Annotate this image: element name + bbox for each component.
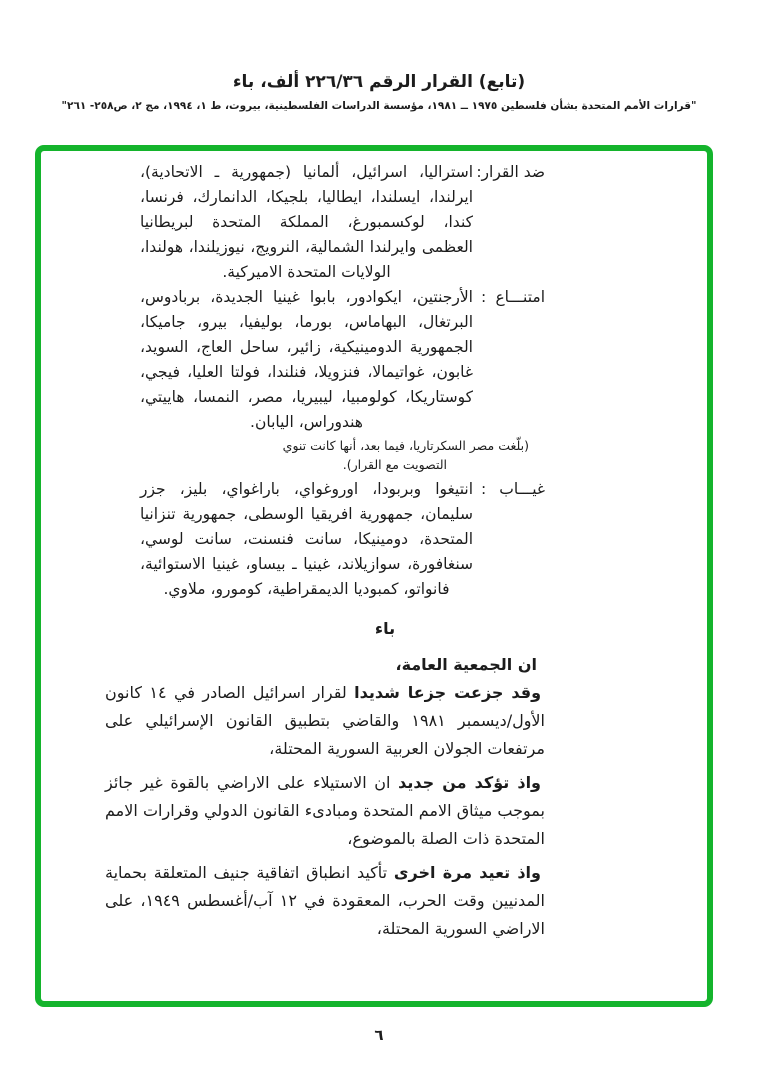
section-b-heading: باء (374, 619, 396, 638)
vote-label-against-colon: : (476, 163, 482, 181)
resolution-opening: ان الجمعية العامة، (395, 655, 537, 674)
vote-label-against-text: ضد القرار (481, 163, 545, 181)
page-body (105, 160, 545, 949)
vote-label-absent-text: غيـــاب (499, 480, 545, 498)
preambular-paragraph-2 (105, 769, 545, 853)
vote-abstain-countries: الأرجنتين، ايكوادور، بابوا غينيا الجديدة، بربادوس، البرتغال، البهاماس، بورما، بوليفيا، بيرو، جاميكا، الجمهورية الدومينيكية، زائير، ساحل العاج، السويد، غابون، غواتيمالا، فنزويلا، فنلندا، فولتا العليا، فيجي، كوستاريكا، كولومبيا، ليبيريا، مصر، النمسا، هاييتي، هندوراس، اليابان. (140, 288, 473, 431)
preambular-paragraph-3-lead: واذ تعيد مرة اخرى (393, 863, 541, 882)
document-title: (تابع) القرار الرقم ٢٢٦/٣٦ ألف، باء (232, 72, 526, 92)
document-header (0, 72, 758, 112)
preambular-paragraph-2-lead: واذ تؤكد من جديد (398, 773, 542, 792)
vote-label-absent (481, 477, 545, 502)
vote-section-abstain (105, 285, 545, 435)
preambular-paragraph-1-lead: وقد جزعت جزعا شديدا (354, 683, 542, 702)
egypt-secretariat-note-line1: (بلّغت مصر السكرتاريا، فيما بعد، أنها كانت تنوي (282, 438, 529, 453)
vote-label-abstain (481, 285, 545, 310)
page-number: ٦ (374, 1026, 384, 1044)
vote-section-against (105, 160, 545, 285)
vote-label-absent-colon: : (481, 480, 487, 498)
egypt-secretariat-note (105, 436, 529, 474)
preambular-paragraph-1-text: لقرار اسرائيل الصادر في ١٤ كانون الأول/ديسمبر ١٩٨١ والقاضي بتطبيق القانون الإسرائيلي على مرتفعات الجولان العربية السورية المحتلة، (105, 683, 546, 758)
vote-label-against (476, 160, 545, 185)
vote-label-abstain-colon: : (481, 288, 487, 306)
vote-label-abstain-text: امتنـــاع (495, 288, 545, 306)
vote-absent-countries: انتيغوا وبربودا، اوروغواي، باراغواي، بليز، جزر سليمان، جمهورية افريقيا الوسطى، جمهورية تنزانيا المتحدة، دومينيكا، سانت فنسنت، سانت لوسي، سنغافورة، سوازيلاند، غينيا ـ بيساو، غينيا الاستوائية، فانواتو، كمبوديا الديمقراطية، كومورو، ملاوي. (140, 480, 473, 598)
vote-against-countries: استراليا، اسرائيل، ألمانيا (جمهورية ـ الاتحادية)، ايرلندا، ايسلندا، ايطاليا، بلجيكا، الدانمارك، فرنسا، كندا، لوكسمبورغ، المملكة المتحدة لبريطانيا العظمى وايرلندا الشمالية، النرويج، نيوزيلندا، هولندا، الولايات المتحدة الاميركية. (140, 163, 473, 281)
preambular-paragraph-1 (105, 679, 545, 763)
preambular-paragraph-3-text: تأكيد انطباق اتفاقية جنيف المتعلقة بحماية المدنيين وقت الحرب، المعقودة في ١٢ آب/أغسطس ١٩٤٩، على الاراضي السورية المحتلة، (105, 863, 545, 938)
preambular-paragraph-3 (105, 859, 545, 943)
resolution-text (105, 651, 545, 943)
egypt-secretariat-note-line2: التصويت مع القرار). (342, 457, 447, 472)
document-source-citation: "قرارات الأمم المتحدة بشأن فلسطين ١٩٧٥ ــ ١٩٨١، مؤسسة الدراسات الفلسطينية، بيروت، ط ١، ١٩٩٤، مج ٢، ص٢٥٨- ٢٦١" (61, 100, 697, 112)
vote-section-absent (105, 477, 545, 602)
preambular-paragraph-2-text: ان الاستيلاء على الاراضي بالقوة غير جائز بموجب ميثاق الامم المتحدة ومبادىء القانون الدولي وقرارات الامم المتحدة ذات الصلة بالموضوع، (105, 773, 545, 848)
